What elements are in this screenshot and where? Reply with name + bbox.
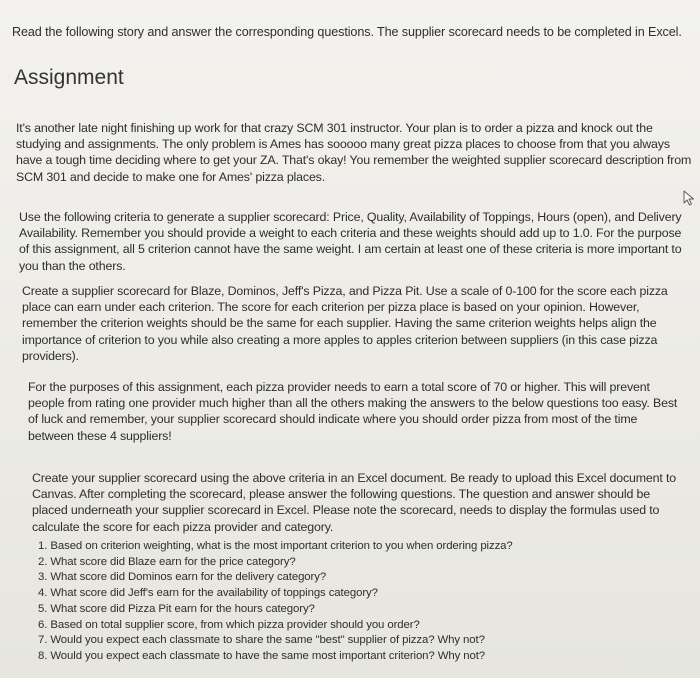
scorecard-paragraph: Create a supplier scorecard for Blaze, Dominos, Jeff's Pizza, and Pizza Pit. Use a scale of 0-100 for the score each pizza place can earn under each criterion. The score for each criterion per pizza place is based on your opinion. However, remember the criterion weights should be the same for each supplier. Having the same criterion weights helps align the importance of criterion to you while also creating a more apples to apples criterion between suppliers (in this case pizza providers). [22,284,668,363]
question-item: 6. Based on total supplier score, from which pizza provider should you order? [38,618,420,631]
question-item: 3. What score did Dominos earn for the delivery category? [38,571,327,584]
total-score-paragraph: For the purposes of this assignment, each pizza provider needs to earn a total score of 70 or higher. This will prevent people from rating one provider much higher than all the others making the answers to the below questions too easy. Best of luck and remember, your supplier scorecard should indicate where you should order pizza from most of the time between these 4 suppliers! [28,380,678,443]
excel-instructions-paragraph: Create your supplier scorecard using the above criteria in an Excel document. Be ready to upload this Excel document to Canvas. After completing the scorecard, please answer the following questions. The question and answer should be placed underneath your supplier scorecard in Excel. Please note the scorecard, needs to display the formulas used to calculate the score for each pizza provider and category. [32,471,677,534]
question-item: 2. What score did Blaze earn for the price category? [38,555,296,568]
question-item: 7. Would you expect each classmate to share the same "best" supplier of pizza? Why not? [38,634,485,647]
question-list [38,539,658,665]
question-item: 8. Would you expect each classmate to have the same most important criterion? Why not? [38,649,486,662]
criteria-paragraph: Use the following criteria to generate a supplier scorecard: Price, Quality, Availability of Toppings, Hours (open), and Delivery Availability. Remember you should provide a weight to each criteria and these weights should add up to 1.0. For the purpose of this assignment, all 5 criterion cannot have the same weight. I am certain at least one of these criteria is more important to you than the others. [19,210,682,273]
intro-text: Read the following story and answer the corresponding questions. The supplier scorecard needs to be completed in Excel. [12,25,682,39]
question-item: 4. What score did Jeff's earn for the availability of toppings category? [38,587,378,600]
page-title: Assignment [14,66,124,89]
story-paragraph: It's another late night finishing up work for that crazy SCM 301 instructor. Your plan is to order a pizza and knock out the studying and assignments. The only problem is Ames has sooooo many great pizza places to choose from that you always have a tough time deciding where to get your ZA. That's okay! You remember the weighted supplier scorecard description from SCM 301 and decide to make one for Ames' pizza places. [16,121,692,184]
question-item: 5. What score did Pizza Pit earn for the hours category? [38,602,315,615]
question-item: 1. Based on criterion weighting, what is the most important criterion to you when ordering pizza? [38,540,513,552]
mouse-cursor-icon [683,190,695,206]
